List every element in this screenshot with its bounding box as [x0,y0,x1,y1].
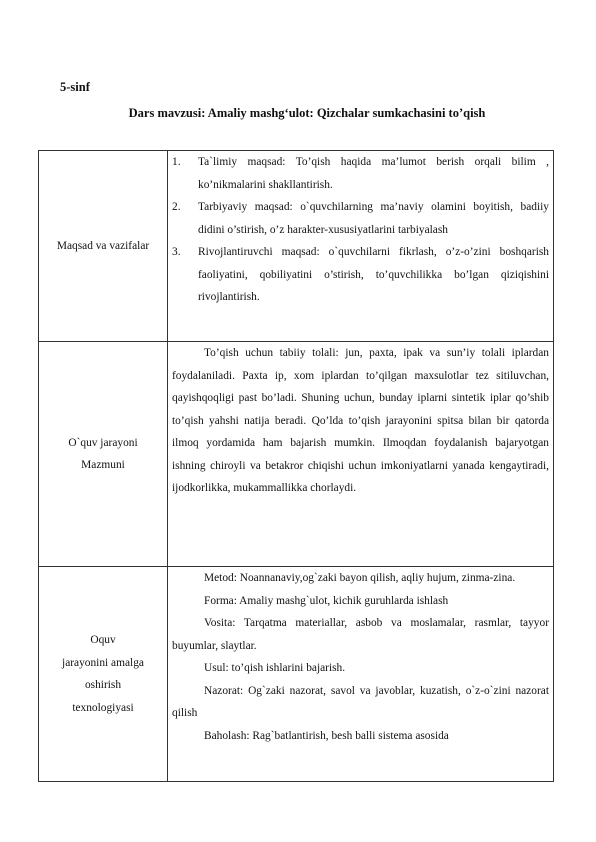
goal-text: Tarbiyaviy maqsad: o`quvchilarning ma’naviy olamini boyitish, badiiy didini o’stirish, o’z harakter-xususiyatlarini tarbiyalash [198,201,549,236]
goals-content-cell [168,151,554,342]
content-label-cell [39,342,168,567]
list-item [172,241,549,309]
table-row [39,151,554,342]
content-paragraph: To’qish uchun tabiiy tolali: jun, paxta, ipak va sun’iy tolali iplardan foydalaniladi. Paxta ip, xom iplardan to’qilgan maxsulotlar tez sitiluvchan, qayishqoqligi past bo’ladi. Shuning uchun, bunday iplarni sintetik iplar qo’shib to’qish yahshi natija beradi. Qo’lda to’qish jarayonini spitsa bilan bir qatorda ilmoq yordamida ham bajarish mumkin. Ilmoqdan foydalanish bajaryotgan ishning chiroyli va betakror chiqishi uchun imkoniyatlarni yanada kengaytiradi, ijodkorlikka, mukammallikka chorlaydi. [172,347,549,494]
list-number: 3. [172,246,181,258]
technology-item: Vosita: Tarqatma materiallar, asbob va moslamalar, rasmlar, tayyor buyumlar, slaytlar. [172,617,549,652]
technology-label-line: oshirish [84,679,122,691]
lesson-plan-table [38,150,554,782]
list-number: 1. [172,156,181,168]
content-label-line: O`quv jarayoni [68,436,138,449]
technology-item: Forma: Amaliy mashg`ulot, kichik guruhlarda ishlash [204,594,449,607]
grade-heading: 5-sinf [60,80,90,94]
list-number: 2. [172,201,181,213]
technology-item: Metod: Noannanaviy,og`zaki bayon qilish, aqliy hujum, zinma-zina. [204,572,516,584]
table-row [39,567,554,782]
content-text-cell [168,342,554,567]
technology-label-cell [39,567,168,782]
technology-item: Nazorat: Og`zaki nazorat, savol va javoblar, kuzatish, o`z-o`zini nazorat qilish [172,684,549,719]
goals-list [172,151,549,309]
technology-content-cell [168,567,554,782]
goal-text: Ta`limiy maqsad: To’qish haqida ma’lumot berish orqali bilim , ko’nikmalarini shakllantirish. [198,156,549,191]
list-item [172,151,549,196]
technology-label-line: texnologiyasi [72,701,134,714]
lesson-title: Dars mavzusi: Amaliy mashg‘ulot: Qizchalar sumkachasini to’qish [128,106,486,120]
technology-item: Usul: to’qish ishlarini bajarish. [204,662,346,674]
goals-label-cell [39,151,168,342]
technology-item: Baholash: Rag`batlantirish, besh balli sistema asosida [204,729,449,742]
goals-label: Maqsad va vazifalar [56,239,150,252]
content-label-line: Mazmuni [81,459,125,471]
goal-text: Rivojlantiruvchi maqsad: o`quvchilarni fikrlash, o’z-o’zini boshqarish faoliyatini, qobiliyatini o’stirish, to’quvchilikka bo’lgan qiziqishini rivojlantirish. [198,246,549,303]
technology-label-line: Oquv [90,634,116,646]
list-item [172,196,549,241]
technology-label-line: jarayonini amalga [62,656,144,669]
table-row [39,342,554,567]
